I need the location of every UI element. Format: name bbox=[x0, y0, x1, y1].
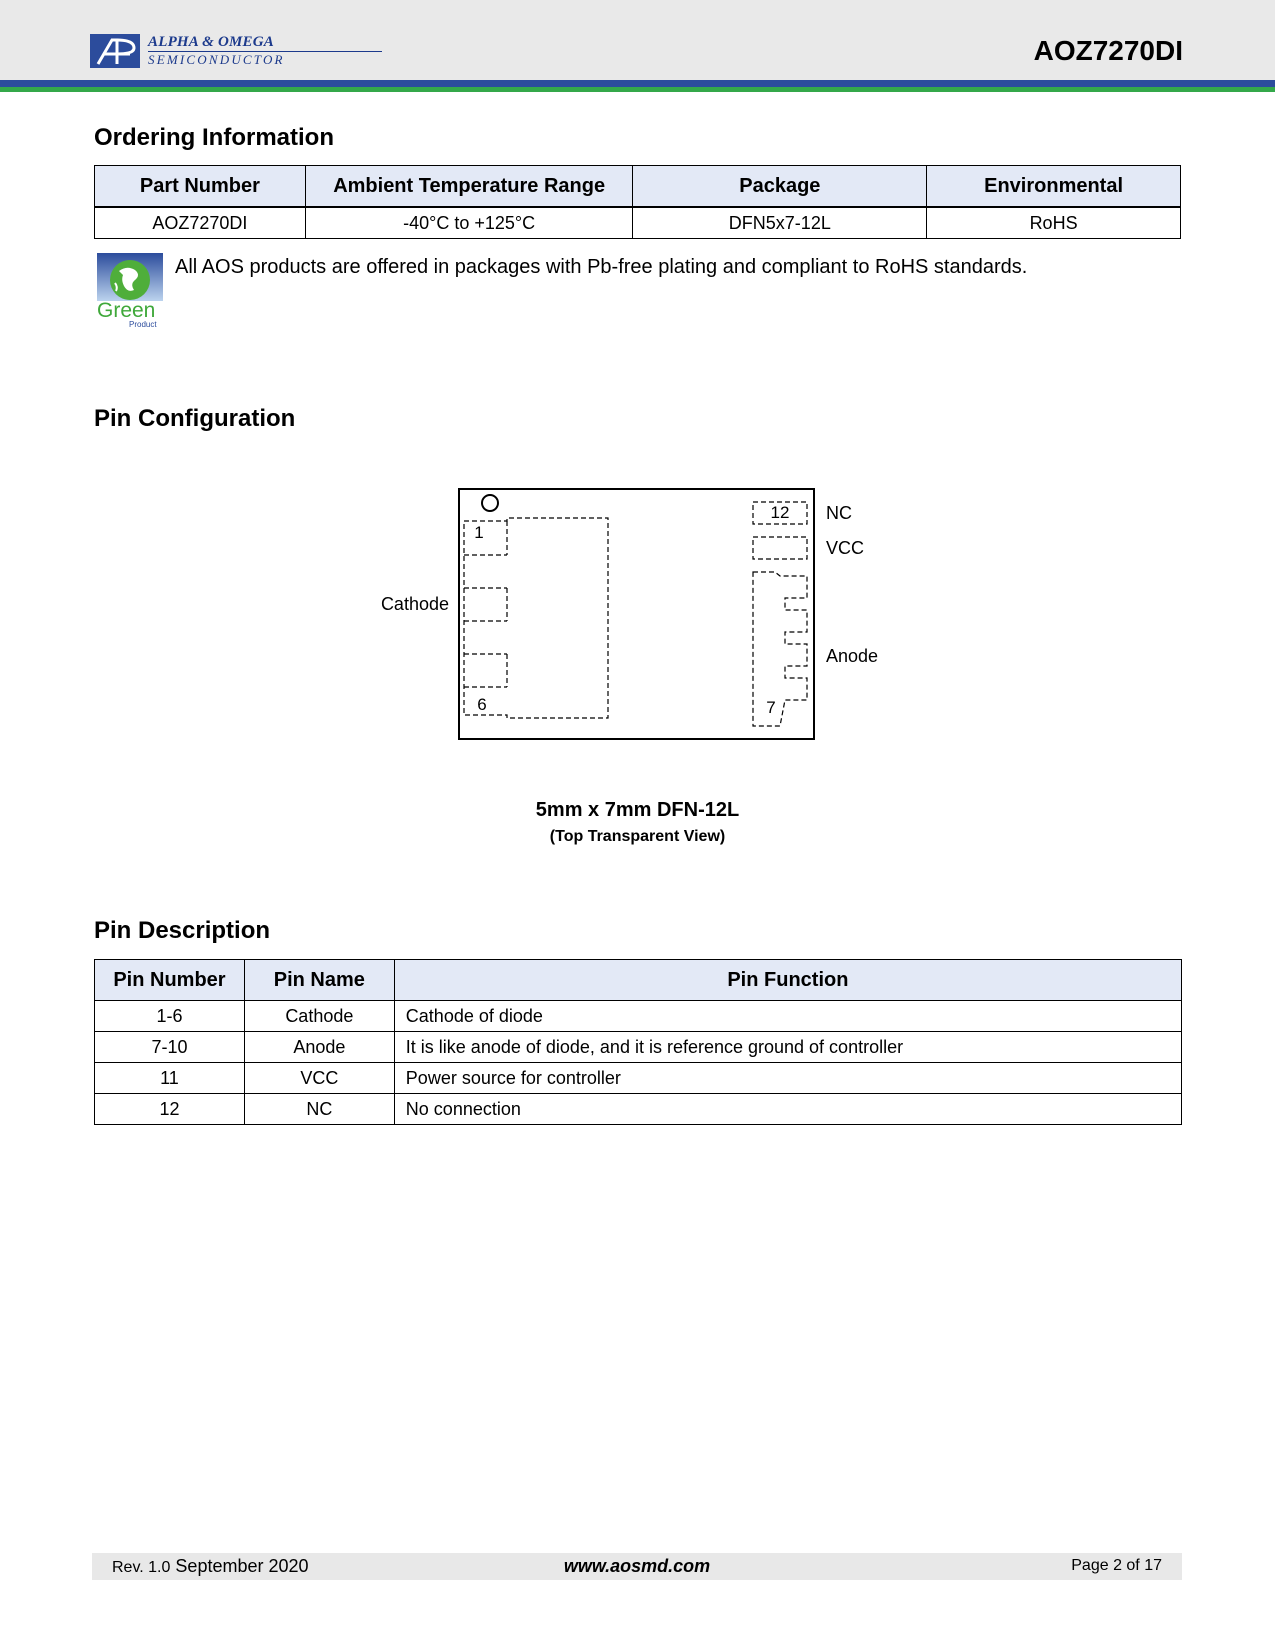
column-header: Pin Name bbox=[244, 960, 394, 1001]
nc-label: NC bbox=[826, 503, 852, 523]
header-stripe-green bbox=[0, 87, 1275, 92]
header-stripe-blue bbox=[0, 80, 1275, 87]
column-header: Pin Number bbox=[95, 960, 245, 1001]
table-row bbox=[95, 1001, 1182, 1032]
pin-description-title: Pin Description bbox=[94, 917, 271, 944]
pin-function-cell: Power source for controller bbox=[394, 1063, 1181, 1094]
rohs-compliance-note: All AOS products are offered in packages with Pb-free plating and compliant to RoHS standards. bbox=[175, 256, 1028, 278]
green-logo-subtext: Product bbox=[129, 320, 157, 329]
table-row bbox=[95, 1063, 1182, 1094]
table-row bbox=[95, 207, 1181, 239]
table-cell: AOZ7270DI bbox=[95, 207, 306, 239]
pin-number-cell: 12 bbox=[95, 1094, 245, 1125]
pin-name-cell: Anode bbox=[244, 1032, 394, 1063]
pin-configuration-diagram bbox=[360, 480, 900, 750]
logo-text-line2: SEMICONDUCTOR bbox=[148, 52, 285, 67]
pin-name-cell: NC bbox=[244, 1094, 394, 1125]
vcc-label: VCC bbox=[826, 538, 865, 558]
pin-number-cell: 7-10 bbox=[95, 1032, 245, 1063]
column-header: Package bbox=[633, 166, 927, 208]
table-header-row bbox=[95, 166, 1181, 208]
diagram-caption: 5mm x 7mm DFN-12L bbox=[535, 799, 740, 821]
revision-date: September 2020 bbox=[175, 1556, 309, 1576]
cathode-label: Cathode bbox=[380, 594, 449, 614]
ordering-table bbox=[94, 165, 1181, 239]
green-product-logo bbox=[97, 253, 165, 329]
page-number: Page 2 of 17 bbox=[1071, 1557, 1162, 1574]
diagram-subcaption: (Top Transparent View) bbox=[549, 828, 726, 845]
package-outline bbox=[459, 489, 814, 739]
column-header: Pin Function bbox=[394, 960, 1181, 1001]
pin-name-cell: Cathode bbox=[244, 1001, 394, 1032]
pin-number-6: 6 bbox=[477, 695, 487, 714]
page-footer bbox=[92, 1553, 1182, 1580]
document-part-number: AOZ7270DI bbox=[1033, 35, 1183, 66]
table-cell: DFN5x7-12L bbox=[633, 207, 927, 239]
logo-text-line1: ALPHA & OMEGA bbox=[148, 34, 274, 50]
table-cell: RoHS bbox=[927, 207, 1181, 239]
pin-name-cell: VCC bbox=[244, 1063, 394, 1094]
table-cell: -40°C to +125°C bbox=[305, 207, 633, 239]
pin-number-1: 1 bbox=[474, 523, 484, 542]
table-header-row bbox=[95, 960, 1182, 1001]
pin-function-cell: No connection bbox=[394, 1094, 1181, 1125]
website-link[interactable]: www.aosmd.com bbox=[563, 1556, 711, 1576]
green-logo-text: Green bbox=[97, 299, 156, 322]
pin-number-cell: 11 bbox=[95, 1063, 245, 1094]
pin-number-7: 7 bbox=[766, 698, 776, 717]
column-header: Ambient Temperature Range bbox=[305, 166, 633, 208]
column-header: Environmental bbox=[927, 166, 1181, 208]
ordering-info-title: Ordering Information bbox=[94, 124, 334, 151]
revision-number: Rev. 1.0 bbox=[112, 1559, 171, 1576]
pin-number-12: 12 bbox=[770, 503, 790, 522]
pin-function-cell: It is like anode of diode, and it is reference ground of controller bbox=[394, 1032, 1181, 1063]
table-row bbox=[95, 1032, 1182, 1063]
anode-label: Anode bbox=[826, 646, 879, 666]
column-header: Part Number bbox=[95, 166, 306, 208]
company-logo bbox=[90, 34, 300, 70]
pin-description-table bbox=[94, 959, 1182, 1125]
pin-number-cell: 1-6 bbox=[95, 1001, 245, 1032]
aos-logo-icon bbox=[90, 34, 140, 68]
table-row bbox=[95, 1094, 1182, 1125]
pin-function-cell: Cathode of diode bbox=[394, 1001, 1181, 1032]
pin-config-title: Pin Configuration bbox=[94, 405, 296, 432]
